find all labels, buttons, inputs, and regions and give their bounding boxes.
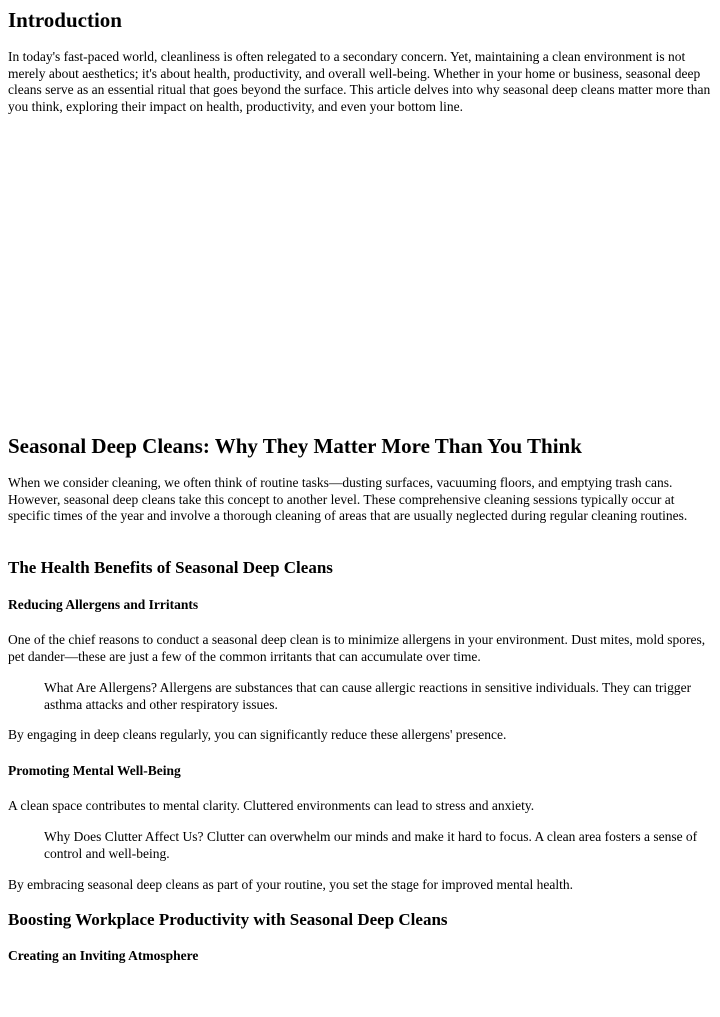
inviting-atmosphere-heading: Creating an Inviting Atmosphere	[8, 948, 199, 963]
intro-paragraph: In today's fast-paced world, cleanliness is often relegated to a secondary concern. Yet, maintaining a clean environment is not merely about aesthetics; it's about health, productivity, and overall well-being. Whether in your home or business, seasonal deep cleans serve as an essential ritual that goes beyond the surface. This article delves into why seasonal deep cleans matter more than you think, exploring their impact on health, productivity, and even your bottom line.	[8, 49, 711, 114]
allergens-followup-paragraph: By engaging in deep cleans regularly, you can significantly reduce these allergens' presence.	[8, 727, 507, 742]
blank-content-area	[8, 125, 714, 425]
main-heading: Seasonal Deep Cleans: Why They Matter More Than You Think	[8, 434, 582, 458]
mental-wellbeing-blockquote: Why Does Clutter Affect Us? Clutter can overwhelm our minds and make it hard to focus. A clean area fosters a sense of control and well-being.	[44, 829, 698, 861]
allergens-blockquote: What Are Allergens? Allergens are substances that can cause allergic reactions in sensitive individuals. They can trigger asthma attacks and other respiratory issues.	[44, 680, 692, 712]
health-benefits-heading: The Health Benefits of Seasonal Deep Cleans	[8, 558, 333, 577]
allergens-heading: Reducing Allergens and Irritants	[8, 597, 199, 612]
intro-heading: Introduction	[8, 8, 122, 32]
mental-wellbeing-paragraph: A clean space contributes to mental clarity. Cluttered environments can lead to stress and anxiety.	[8, 798, 535, 813]
mental-wellbeing-followup-paragraph: By embracing seasonal deep cleans as part of your routine, you set the stage for improved mental health.	[8, 877, 573, 892]
workplace-productivity-heading: Boosting Workplace Productivity with Seasonal Deep Cleans	[8, 910, 448, 929]
mental-wellbeing-heading: Promoting Mental Well-Being	[8, 763, 181, 778]
allergens-paragraph: One of the chief reasons to conduct a seasonal deep clean is to minimize allergens in your environment. Dust mites, mold spores, pet dander—these are just a few of the common irritants that can accumulate over time.	[8, 632, 706, 664]
main-paragraph: When we consider cleaning, we often think of routine tasks—dusting surfaces, vacuuming floors, and emptying trash cans. However, seasonal deep cleans take this concept to another level. These comprehensive cleaning sessions typically occur at specific times of the year and involve a thorough cleaning of areas that are usually neglected during regular cleaning routines.	[8, 475, 688, 523]
